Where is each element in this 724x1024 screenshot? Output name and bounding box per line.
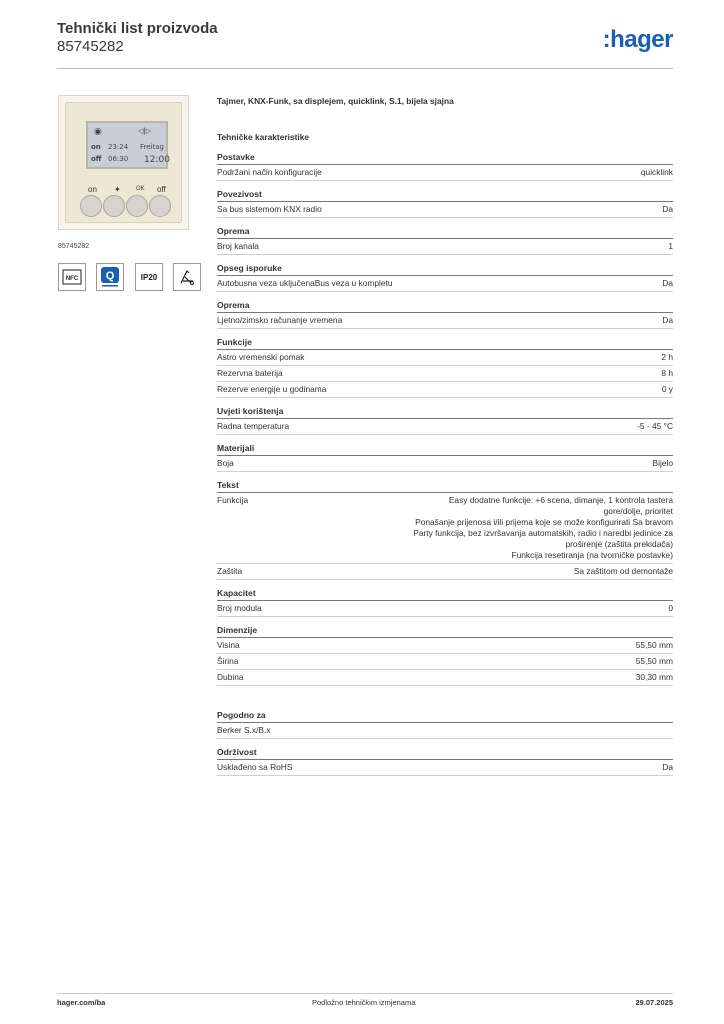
spec-value: 1 [668, 241, 673, 251]
spec-section [217, 300, 673, 329]
spec-row [217, 366, 673, 382]
footer-divider [57, 993, 673, 994]
spec-row [217, 601, 673, 617]
btn-label-star: ✦ [114, 185, 121, 194]
spec-key: Astro vremenski pomak [217, 352, 305, 362]
product-image [58, 95, 189, 230]
section-heading: Materijali [217, 443, 673, 456]
spec-section [217, 337, 673, 398]
device-button-off [149, 195, 171, 217]
ip20-icon: IP20 [135, 263, 163, 291]
display-on: on [91, 143, 101, 151]
section-heading: Postavke [217, 152, 673, 165]
spec-value: Da [662, 315, 673, 325]
section-heading: Dimenzije [217, 625, 673, 638]
section-heading: Povezivost [217, 189, 673, 202]
spec-row [217, 202, 673, 218]
spec-value: -5 - 45 °C [637, 421, 673, 431]
svg-text:Q: Q [105, 270, 115, 282]
spec-row [217, 419, 673, 435]
spec-section [217, 189, 673, 218]
display-off: off [91, 155, 102, 163]
section-heading: Funkcije [217, 337, 673, 350]
spec-value: 8 h [661, 368, 673, 378]
section-heading: Uvjeti korištenja [217, 406, 673, 419]
spec-value: Da [662, 204, 673, 214]
spec-value: 55,50 mm [635, 640, 673, 650]
footer-notice: Podložno tehničkim izmjenama [312, 998, 416, 1007]
display-day: Freitag [140, 143, 164, 151]
spec-row [217, 165, 673, 181]
section-heading: Pogodno za [217, 710, 673, 723]
product-number: 85745282 [57, 38, 124, 55]
section-heading: Održivost [217, 747, 673, 760]
spec-row [217, 564, 673, 580]
display-off-time: 06:30 [108, 155, 129, 163]
quicklink-icon [96, 263, 124, 291]
spec-row [217, 456, 673, 472]
spec-key: Berker S.x/B.x [217, 725, 271, 735]
tech-characteristics-title: Tehničke karakteristike [217, 132, 310, 142]
spec-section [217, 625, 673, 686]
spec-value: 55,50 mm [635, 656, 673, 666]
spec-row [217, 313, 673, 329]
spec-key: Širina [217, 656, 239, 666]
spec-value: Da [662, 762, 673, 772]
spec-section [217, 747, 673, 776]
spec-section [217, 710, 673, 739]
section-heading: Oprema [217, 300, 673, 313]
spec-value: 30,30 mm [635, 672, 673, 682]
spec-row [217, 638, 673, 654]
spec-key: Boja [217, 458, 234, 468]
spec-key: Ljetno/zimsko računanje vremena [217, 315, 343, 325]
spec-key: Rezervna baterija [217, 368, 283, 378]
spec-section [217, 443, 673, 472]
spec-key: Broj modula [217, 603, 262, 613]
device-plate [65, 102, 182, 223]
device-button-on [80, 195, 102, 217]
spec-row [217, 670, 673, 686]
spec-sections [217, 152, 673, 776]
spec-key: Broj kanala [217, 241, 259, 251]
btn-label-off: off [157, 185, 166, 194]
spec-key: Usklađeno sa RoHS [217, 762, 293, 772]
spec-value: Da [662, 278, 673, 288]
spec-section [217, 406, 673, 435]
spec-section [217, 263, 673, 292]
spec-key: Funkcija [217, 495, 249, 505]
device-button-star [103, 195, 125, 217]
svg-text:NFC: NFC [65, 276, 79, 282]
specifications [217, 96, 673, 784]
spec-key: Visina [217, 640, 240, 650]
btn-label-on: on [88, 185, 97, 194]
display-clock: 12:00 [144, 155, 170, 165]
header-divider [57, 68, 673, 69]
spec-section [217, 588, 673, 617]
spec-row [217, 723, 673, 739]
btn-label-ok: OK [136, 186, 145, 192]
spec-row [217, 239, 673, 255]
spec-row [217, 493, 673, 564]
spec-value: Bijelo [652, 458, 673, 468]
spec-section [217, 480, 673, 580]
spec-key: Autobusna veza uključenaBus veza u kompletu [217, 278, 393, 288]
mounting-icon [173, 263, 201, 291]
document-header [57, 20, 677, 70]
spec-value: Sa zaštitom od demontaže [573, 566, 673, 576]
spec-row [217, 276, 673, 292]
product-description: Tajmer, KNX-Funk, sa displejem, quicklink, S.1, bijela sjajna [217, 96, 454, 106]
footer-date: 29.07.2025 [635, 998, 673, 1007]
spec-key: Rezerve energije u godinama [217, 384, 327, 394]
footer-website: hager.com/ba [57, 998, 106, 1007]
sun-icon: ◉ [94, 127, 102, 137]
spec-row [217, 350, 673, 366]
display-on-time: 23:24 [108, 143, 129, 151]
spec-row [217, 760, 673, 776]
section-heading: Kapacitet [217, 588, 673, 601]
spec-key: Zaštita [217, 566, 243, 576]
device-display [86, 121, 168, 169]
spec-section [217, 152, 673, 181]
spec-value: 0 [668, 603, 673, 613]
spec-key: Sa bus sistemom KNX radio [217, 204, 322, 214]
spec-key: Radna temperatura [217, 421, 290, 431]
hager-logo: :hager [602, 26, 673, 53]
spec-row [217, 654, 673, 670]
signal-icon: ◁|▷ [138, 127, 152, 135]
section-heading: Opseg isporuke [217, 263, 673, 276]
spec-row [217, 382, 673, 398]
spec-value: 2 h [661, 352, 673, 362]
spec-key: Podržani način konfiguracije [217, 167, 322, 177]
spec-value: 0 y [661, 384, 673, 394]
nfc-icon [58, 263, 86, 291]
spec-value: quicklink [640, 167, 673, 177]
product-id-caption: 85745282 [58, 243, 90, 250]
device-button-ok [126, 195, 148, 217]
document-title: Tehnički list proizvoda [57, 20, 218, 37]
spec-key: Dubina [217, 672, 244, 682]
section-heading: Tekst [217, 480, 673, 493]
spec-value: Easy dodatne funkcije: +6 scena, dimanje, 1 kontrola tastera gore/dolje, prioritet Ponašanje prijenosa i/ili prijema koje se može konfigurirati Sa bravom Party funkcija, bez izvršavanja automatskih, radio i naredbi jedinice za proširenje (zaštita prekidača) Funkcija resetiranja (na tvorničke postavke) [413, 495, 673, 560]
section-heading: Oprema [217, 226, 673, 239]
spec-section [217, 226, 673, 255]
